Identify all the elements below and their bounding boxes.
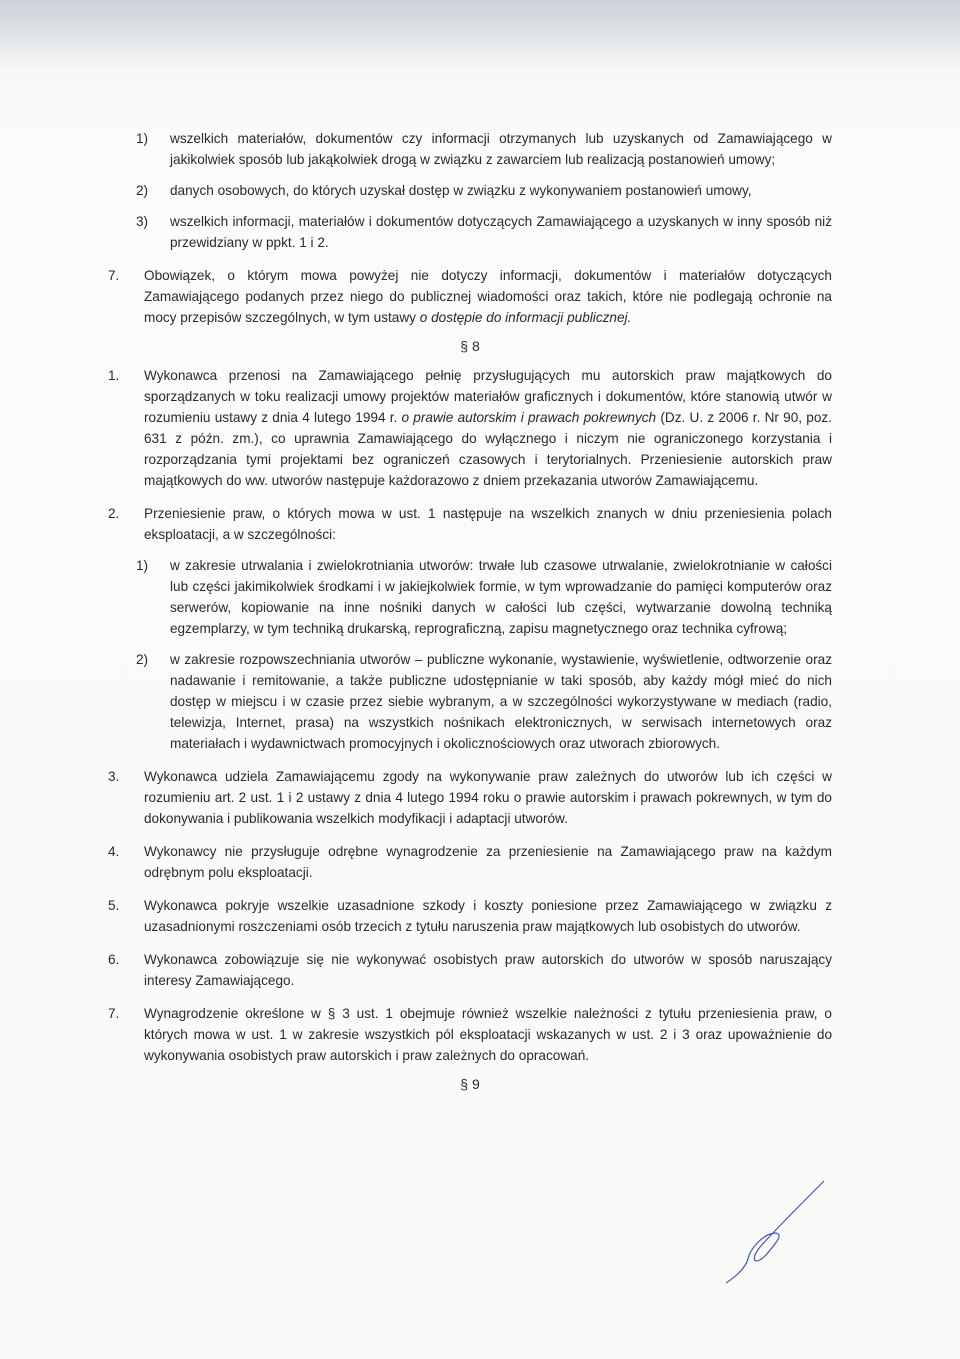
list-number: 2) <box>136 183 149 198</box>
paragraph-text: Wykonawca udziela Zamawiającemu zgody na wykonywanie praw zależnych do utworów lub ich części w rozumieniu art. 2 ust. 1 i 2 ustawy z dnia 4 lutego 1994 roku o prawie autorskim i prawach pokrewnych, w tym do dokonywania i publikowania wszelkich modyfikacji i adaptacji utworów. <box>144 769 832 826</box>
list-item <box>136 211 832 253</box>
list-number: 1) <box>136 131 149 146</box>
paragraph-number: 7. <box>108 1006 120 1021</box>
list-text: w zakresie utrwalania i zwielokrotniania utworów: trwałe lub czasowe utrwalanie, zwielokrotnianie w całości lub części jakimikolwiek środkami i w jakiejkolwiek formie, w tym wprowadzanie do pamięci komputerów oraz serwerów, kopiowanie na inne nośniki danych w całości lub części, wytwarzanie dowolną techniką egzemplarzy, w tym techniką drukarską, reprograficzną, zapisu magnetycznego oraz technika cyfrową; <box>170 558 832 636</box>
section8-paragraph-5 <box>108 895 832 937</box>
act-title-italic: o prawie autorskim i prawach pokrewnych <box>401 410 657 425</box>
paragraph-text <box>144 365 832 491</box>
section8-paragraph-2 <box>108 503 832 545</box>
paragraph-7 <box>108 265 832 328</box>
paragraph-number: 4. <box>108 844 120 859</box>
scan-shadow <box>0 0 960 70</box>
intro-list <box>136 128 832 253</box>
section-9-heading: § 9 <box>460 1076 480 1092</box>
paragraph-text-a: Wykonawca przenosi na Zamawiającego pełnię przysługujących mu autorskich praw majątkowych do sporządzanych w toku realizacji umowy projektów materiałów graficznych i dokumentów, które stanowią utwór w rozumieniu ustawy z dnia 4 lutego 1994 r. <box>144 368 832 425</box>
paragraph-text: Przeniesienie praw, o których mowa w ust. 1 następuje na wszelkich znanych w dniu przeniesienia polach eksploatacji, a w szczególności: <box>144 506 832 542</box>
paragraph-text: Wykonawca pokryje wszelkie uzasadnione szkody i koszty poniesione przez Zamawiającego w związku z uzasadnionymi roszczeniami osób trzecich z tytułu naruszenia praw majątkowych lub osobistych do utworów. <box>144 898 832 934</box>
section8-paragraph-6 <box>108 949 832 991</box>
paragraph-text-b: (Dz. U. z 2006 r. Nr 90, poz. 631 z późn. zm.), co uprawnia Zamawiającego do wyłącznego i niczym nie ograniczonego korzystania i rozporządzania tymi projektami bez ograniczeń czasowych i terytorialnych. Przeniesienie autorskich praw majątkowych do ww. utworów następuje każdorazowo z dniem przekazania utworów Zamawiającemu. <box>144 410 832 488</box>
paragraph-text-main: Obowiązek, o którym mowa powyżej nie dotyczy informacji, dokumentów i materiałów dotyczących Zamawiającego podanych przez niego do publicznej wiadomości oraz takich, które nie podlegają ochronie na mocy przepisów szczególnych, w tym ustawy <box>144 268 832 325</box>
paragraph-text: Wykonawcy nie przysługuje odrębne wynagrodzenie za przeniesienie na Zamawiającego praw na każdym odrębnym polu eksploatacji. <box>144 844 832 880</box>
section8-paragraph-3 <box>108 766 832 829</box>
list-item <box>136 128 832 170</box>
paragraph-number: 2. <box>108 506 120 521</box>
section-8-heading: § 8 <box>460 338 480 354</box>
document-body <box>108 128 832 1103</box>
list-text: wszelkich informacji, materiałów i dokumentów dotyczących Zamawiającego a uzyskanych w inny sposób niż przewidziany w ppkt. 1 i 2. <box>170 214 832 250</box>
paragraph-text: Wykonawca zobowiązuje się nie wykonywać osobistych praw autorskich do utworów w sposób naruszający interesy Zamawiającego. <box>144 952 832 988</box>
paragraph-number: 3. <box>108 769 120 784</box>
paragraph-number: 5. <box>108 898 120 913</box>
signature-mark <box>720 1175 830 1285</box>
act-title-italic: o dostępie do informacji publicznej. <box>419 310 632 325</box>
paragraph-number: 1. <box>108 368 120 383</box>
list-text: wszelkich materiałów, dokumentów czy informacji otrzymanych lub uzyskanych od Zamawiającego w jakikolwiek sposób lub jakąkolwiek drogą w związku z zawarciem lub realizacją postanowień umowy; <box>170 131 832 167</box>
list-number: 1) <box>136 558 149 573</box>
signature-stroke <box>726 1181 824 1283</box>
section8-paragraph-7 <box>108 1003 832 1066</box>
fields-of-use-list <box>136 555 832 754</box>
list-item <box>136 180 832 201</box>
list-item <box>136 649 832 754</box>
section8-paragraph-4 <box>108 841 832 883</box>
list-number: 3) <box>136 214 149 229</box>
paragraph-text <box>144 265 832 328</box>
paragraph-number: 7. <box>108 268 120 283</box>
section8-paragraph-1 <box>108 365 832 491</box>
paragraph-number: 6. <box>108 952 120 967</box>
paragraph-text: Wynagrodzenie określone w § 3 ust. 1 obejmuje również wszelkie należności z tytułu przeniesienia praw, o których mowa w ust. 1 w zakresie wszystkich pól eksploatacji wskazanych w ust. 2 i 3 oraz upoważnienie do wykonywania osobistych praw autorskich i praw zależnych do opracowań. <box>144 1006 832 1063</box>
list-item <box>136 555 832 639</box>
list-text: danych osobowych, do których uzyskał dostęp w związku z wykonywaniem postanowień umowy, <box>170 183 752 198</box>
list-text: w zakresie rozpowszechniania utworów – publiczne wykonanie, wystawienie, wyświetlenie, odtworzenie oraz nadawanie i remitowanie, a także publiczne udostępnianie w taki sposób, aby każdy mógł mieć do nich dostęp w miejscu i w czasie przez siebie wybranym, a w szczególności wykorzystywane w mediach (radio, telewizja, Internet, prasa) na wszystkich nośnikach elektronicznych, w serwisach internetowych oraz materiałach i wydawnictwach promocyjnych i okolicznościowych oraz utworach zbiorowych. <box>170 652 832 751</box>
list-number: 2) <box>136 652 149 667</box>
